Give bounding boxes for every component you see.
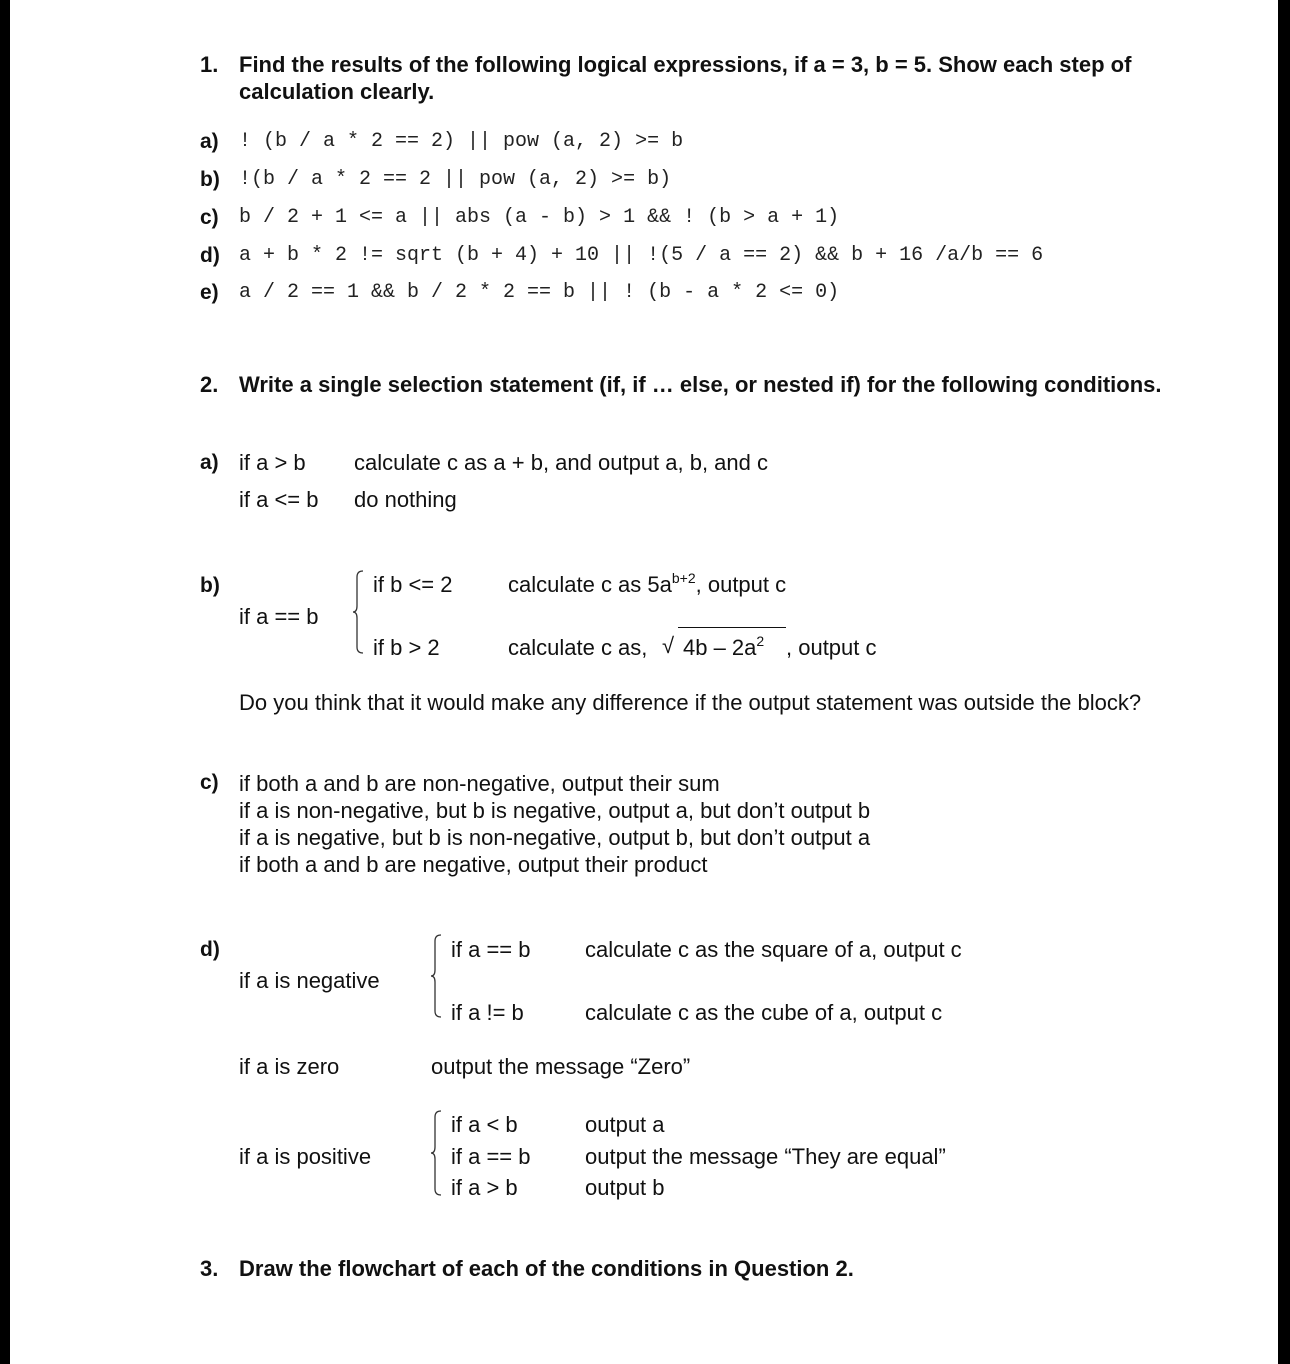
q3-number: 3. xyxy=(200,1256,219,1281)
q2-number: 2. xyxy=(200,372,219,397)
q2d-zero-cond: if a is zero xyxy=(239,1054,340,1079)
q2d-label: d) xyxy=(200,938,220,961)
q2b-label: b) xyxy=(200,574,220,597)
q3-title: Draw the flowchart of each of the conditions in Question 2. xyxy=(239,1256,854,1281)
q1-item-e-label: e) xyxy=(200,281,219,304)
document-page xyxy=(10,0,1278,1364)
q2d-neg-sub2-cond: if a != b xyxy=(451,1000,524,1025)
q2d-neg-sub1-cond: if a == b xyxy=(451,937,531,962)
q2d-positive-cond: if a is positive xyxy=(239,1144,372,1169)
radical-sign-icon: √ xyxy=(662,633,675,658)
brace-icon xyxy=(430,1108,446,1198)
q2b-inner2-cond: if b > 2 xyxy=(373,635,440,660)
brace-icon xyxy=(352,568,368,656)
q2d-neg-sub2-action: calculate c as the cube of a, output c xyxy=(585,1000,943,1025)
q2d-negative-cond: if a is negative xyxy=(239,968,380,993)
q2b-inner1-cond: if b <= 2 xyxy=(373,572,453,597)
q2c-label: c) xyxy=(200,771,219,794)
q2d-pos-sub3-action: output b xyxy=(585,1175,665,1200)
q2b-inner2-action-post: , output c xyxy=(786,635,877,660)
q2d-pos-sub1-cond: if a < b xyxy=(451,1112,518,1137)
q2d-zero-action: output the message “Zero” xyxy=(431,1054,691,1079)
q2b-inner2-action-pre: calculate c as, xyxy=(508,635,648,660)
q2b-question: Do you think that it would make any difference if the output statement was outside the block? xyxy=(239,690,1142,715)
q2a-cond-2: if a <= b xyxy=(239,487,319,512)
q2c-line-4: if both a and b are negative, output their product xyxy=(239,852,708,877)
q2d-pos-sub1-action: output a xyxy=(585,1112,665,1137)
q2d-neg-sub1-action: calculate c as the square of a, output c xyxy=(585,937,962,962)
q1-title: Find the results of the following logical expressions, if a = 3, b = 5. Show each step of calculation clearly. xyxy=(239,52,1132,104)
radical-vinculum xyxy=(678,627,786,628)
q2c-line-2: if a is non-negative, but b is negative, output a, but don’t output b xyxy=(239,798,871,823)
q2b-inner1-action: calculate c as $5a^{b+2}$, output c xyxy=(508,570,787,597)
q2d-pos-sub2-cond: if a == b xyxy=(451,1144,531,1169)
q2a-action-1: calculate c as a + b, and output a, b, and c xyxy=(354,450,769,475)
q1-item-d-expr: a + b * 2 != sqrt (b + 4) + 10 || !(5 / a == 2) && b + 16 /a/b == 6 xyxy=(239,244,1044,267)
q2c-line-3: if a is negative, but b is non-negative, output b, but don’t output a xyxy=(239,825,871,850)
q2c-line-1: if both a and b are non-negative, output their sum xyxy=(239,771,720,796)
q1-item-c-expr: b / 2 + 1 <= a || abs (a - b) > 1 && ! (b > a + 1) xyxy=(239,206,840,229)
q2d-pos-sub2-action: output the message “They are equal” xyxy=(585,1144,946,1169)
q2d-pos-sub3-cond: if a > b xyxy=(451,1175,518,1200)
q2a-cond-1: if a > b xyxy=(239,450,306,475)
q1-number: 1. xyxy=(200,52,219,77)
q2a-action-2: do nothing xyxy=(354,487,457,512)
q1-item-b-label: b) xyxy=(200,168,220,191)
q1-item-b-expr: !(b / a * 2 == 2 || pow (a, 2) >= b) xyxy=(239,168,672,191)
brace-icon xyxy=(430,932,446,1020)
q1-item-c-label: c) xyxy=(200,206,219,229)
q1-item-a-expr: ! (b / a * 2 == 2) || pow (a, 2) >= b xyxy=(239,130,684,153)
q1-item-a-label: a) xyxy=(200,130,219,153)
q2b-radicand: $4b - 2a^2$ xyxy=(683,633,765,660)
q2-title: Write a single selection statement (if, if … else, or nested if) for the following conditions. xyxy=(239,372,1162,397)
q1-item-d-label: d) xyxy=(200,244,220,267)
q1-item-e-expr: a / 2 == 1 && b / 2 * 2 == b || ! (b - a * 2 <= 0) xyxy=(239,281,840,304)
q2a-label: a) xyxy=(200,451,219,474)
q2b-outer-cond: if a == b xyxy=(239,604,319,629)
